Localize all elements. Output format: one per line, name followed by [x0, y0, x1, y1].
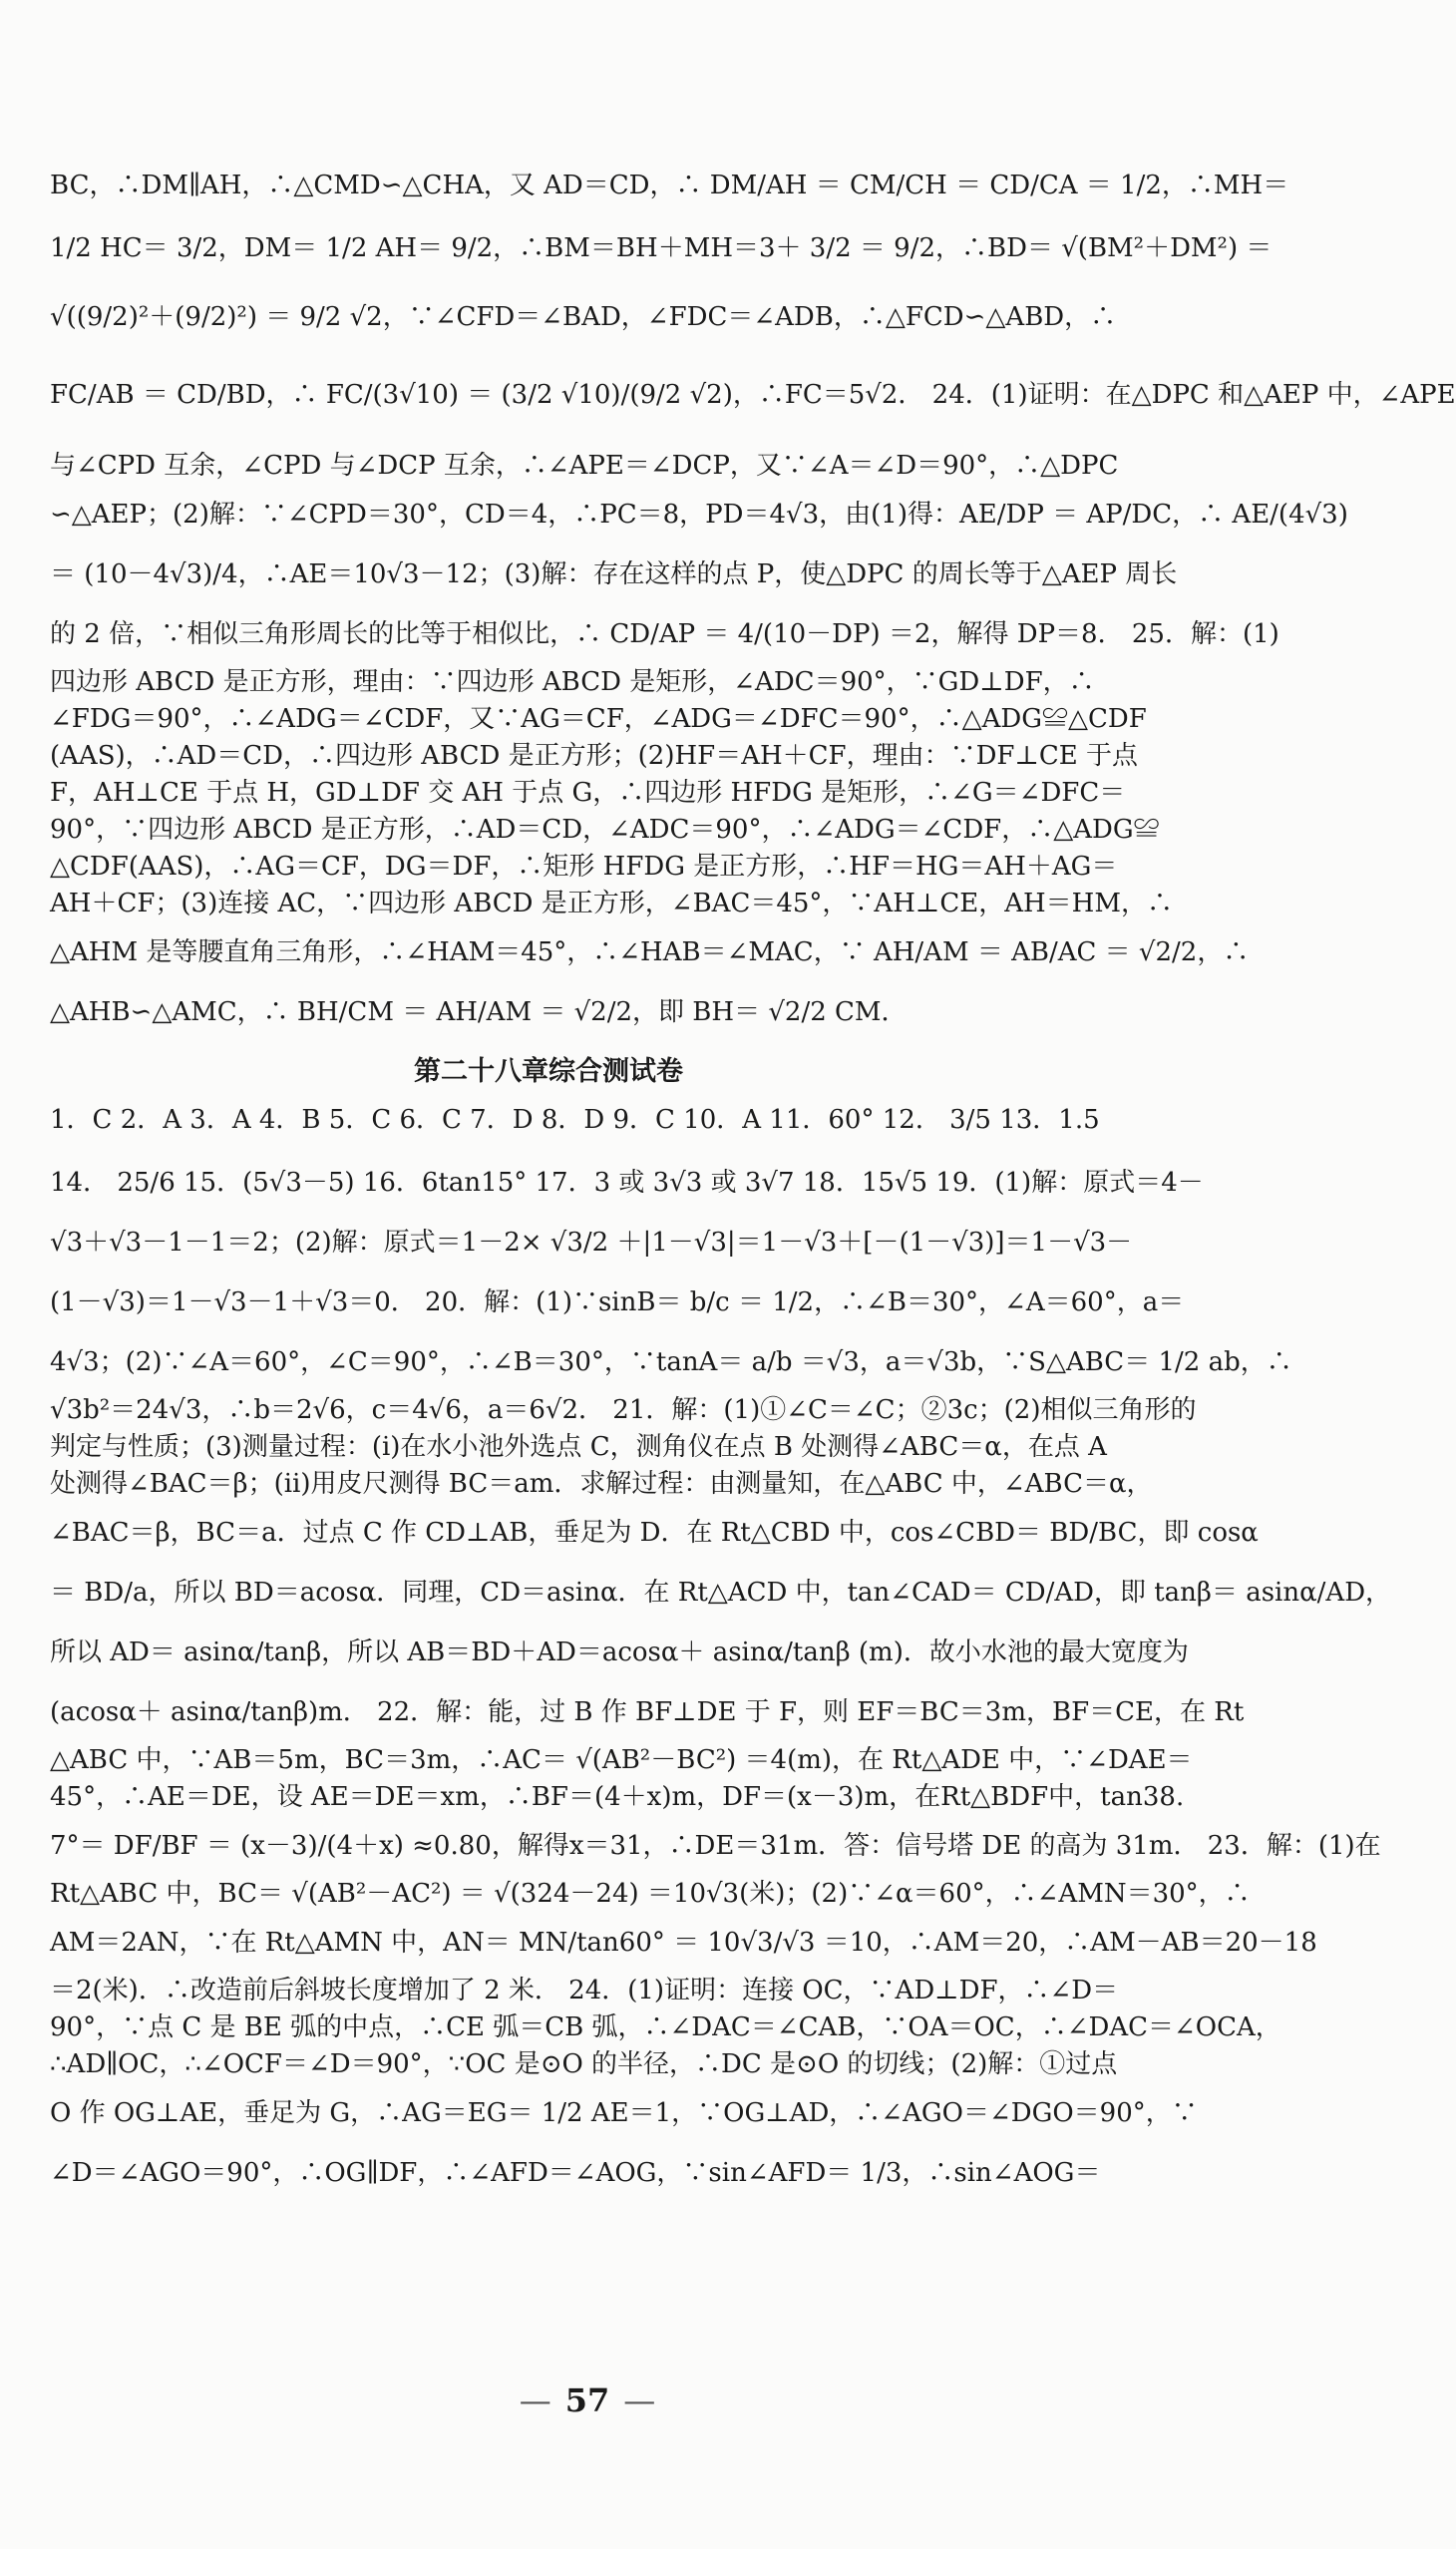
text-line: √3＋√3－1－1＝2；(2)解：原式＝1－2× √3/2 ＋|1－√3|＝1－√3＋[－(1－√3)]＝1－√3－: [50, 1228, 1133, 1258]
text-line: ∽△AEP；(2)解：∵∠CPD＝30°，CD＝4，∴PC＝8，PD＝4√3，由(1)得：AE/DP ＝ AP/DC，∴ AE/(4√3): [50, 500, 1348, 530]
text-line: 与∠CPD 互余，∠CPD 与∠DCP 互余，∴∠APE＝∠DCP，又∵∠A＝∠D＝90°，∴△DPC: [50, 451, 1119, 481]
text-line: ∠D＝∠AGO＝90°，∴OG∥DF，∴∠AFD＝∠AOG，∵sin∠AFD＝ 1/3，∴sin∠AOG＝: [50, 2158, 1101, 2188]
text-line: 判定与性质；(3)测量过程：(ⅰ)在水小池外选点 C，测角仪在点 B 处测得∠ABC＝α，在点 A: [50, 1432, 1107, 1462]
text-line: F，AH⊥CE 于点 H，GD⊥DF 交 AH 于点 G，∴四边形 HFDG 是矩形，∴∠G＝∠DFC＝: [50, 778, 1126, 808]
text-line: AM＝2AN，∵在 Rt△AMN 中，AN＝ MN/tan60° ＝ 10√3/√3 ＝10，∴AM＝20，∴AM－AB＝20－18: [50, 1928, 1317, 1958]
text-line: 1．C 2．A 3．A 4．B 5．C 6．C 7．D 8．D 9．C 10．A 11．60° 12． 3/5 13．1.5: [50, 1105, 1100, 1135]
text-line: (acosα＋ asinα/tanβ)m． 22．解：能，过 B 作 BF⊥DE 于 F，则 EF＝BC＝3m，BF＝CE，在 Rt: [50, 1697, 1245, 1727]
text-line: △AHB∽△AMC，∴ BH/CM ＝ AH/AM ＝ √2/2，即 BH＝ √2/2 CM．: [50, 997, 908, 1027]
text-line: ＝ (10－4√3)/4，∴AE＝10√3－12；(3)解：存在这样的点 P，使△DPC 的周长等于△AEP 周长: [50, 559, 1178, 589]
text-line: O 作 OG⊥AE，垂足为 G，∴AG＝EG＝ 1/2 AE＝1，∵OG⊥AD，∴∠AGO＝∠DGO＝90°，∵: [50, 2098, 1198, 2128]
section-title: 第二十八章综合测试卷: [414, 1056, 683, 1087]
text-line: √3b²＝24√3，∴b＝2√6，c＝4√6，a＝6√2． 21．解：(1)①∠C＝∠C；②3c；(2)相似三角形的: [50, 1395, 1197, 1425]
text-line: √((9/2)²＋(9/2)²) ＝ 9/2 √2，∵∠CFD＝∠BAD，∠FDC＝∠ADB，∴△FCD∽△ABD，∴: [50, 302, 1117, 332]
text-line: 45°，∴AE＝DE，设 AE＝DE＝xm，∴BF＝(4＋x)m，DF＝(x－3)m，在Rt△BDF中，tan38.: [50, 1782, 1185, 1812]
text-line: 90°，∵点 C 是 BE 弧的中点，∴CE 弧＝CB 弧，∴∠DAC＝∠CAB，∵OA＝OC，∴∠DAC＝∠OCA，: [50, 2012, 1281, 2042]
page-number: — 57 —: [519, 2381, 656, 2419]
text-line: Rt△ABC 中，BC＝ √(AB²－AC²) ＝ √(324－24) ＝10√3(米)；(2)∵∠α＝60°，∴∠AMN＝30°，∴: [50, 1879, 1251, 1909]
text-line: △CDF(AAS)，∴AG＝CF，DG＝DF，∴矩形 HFDG 是正方形，∴HF＝HG＝AH＋AG＝: [50, 852, 1118, 882]
text-line: 4√3；(2)∵∠A＝60°，∠C＝90°，∴∠B＝30°，∵tanA＝ a/b ＝√3，a＝√3b，∵S△ABC＝ 1/2 ab，∴: [50, 1347, 1292, 1377]
text-line: 处测得∠BAC＝β；(ⅱ)用皮尺测得 BC＝am．求解过程：由测量知，在△ABC 中，∠ABC＝α，: [50, 1469, 1153, 1499]
text-line: 14． 25/6 15．(5√3－5) 16．6tan15° 17．3 或 3√3 或 3√7 18．15√5 19．(1)解：原式＝4－: [50, 1168, 1204, 1198]
text-line: 1/2 HC＝ 3/2，DM＝ 1/2 AH＝ 9/2，∴BM＝BH＋MH＝3＋ 3/2 ＝ 9/2，∴BD＝ √(BM²＋DM²) ＝: [50, 233, 1273, 263]
text-line: ＝ BD/a，所以 BD＝acosα．同理，CD＝asinα．在 Rt△ACD 中，tan∠CAD＝ CD/AD，即 tanβ＝ asinα/AD，: [50, 1578, 1392, 1608]
text-line: (AAS)，∴AD＝CD，∴四边形 ABCD 是正方形；(2)HF＝AH＋CF，理由：∵DF⊥CE 于点: [50, 741, 1139, 771]
text-line: 所以 AD＝ asinα/tanβ，所以 AB＝BD＋AD＝acosα＋ asinα/tanβ (m)．故小水池的最大宽度为: [50, 1638, 1189, 1667]
text-line: 90°，∵四边形 ABCD 是正方形，∴AD＝CD，∠ADC＝90°，∴∠ADG＝∠CDF，∴△ADG≌: [50, 815, 1160, 845]
text-line: ＝2(米)．∴改造前后斜坡长度增加了 2 米． 24．(1)证明：连接 OC，∵AD⊥DF，∴∠D＝: [50, 1976, 1119, 2005]
text-line: △ABC 中，∵AB＝5m，BC＝3m，∴AC＝ √(AB²－BC²) ＝4(m)，在 Rt△ADE 中，∵∠DAE＝: [50, 1745, 1193, 1775]
text-line: △AHM 是等腰直角三角形，∴∠HAM＝45°，∴∠HAB＝∠MAC，∵ AH/AM ＝ AB/AC ＝ √2/2，∴: [50, 937, 1250, 967]
text-line: BC，∴DM∥AH，∴△CMD∽△CHA，又 AD＝CD，∴ DM/AH ＝ CM/CH ＝ CD/CA ＝ 1/2，∴MH＝: [50, 171, 1289, 200]
text-line: FC/AB ＝ CD/BD，∴ FC/(3√10) ＝ (3/2 √10)/(9/2 √2)，∴FC＝5√2． 24．(1)证明：在△DPC 和△AEP 中，∠APE: [50, 380, 1456, 410]
text-line: ∠BAC＝β，BC＝a．过点 C 作 CD⊥AB，垂足为 D．在 Rt△CBD 中，cos∠CBD＝ BD/BC，即 cosα: [50, 1518, 1259, 1548]
text-line: (1－√3)＝1－√3－1＋√3＝0． 20．解：(1)∵sinB＝ b/c ＝ 1/2，∴∠B＝30°，∠A＝60°，a＝: [50, 1287, 1185, 1317]
text-line: 7°＝ DF/BF ＝ (x－3)/(4＋x) ≈0.80，解得x＝31，∴DE＝31m．答：信号塔 DE 的高为 31m． 23．解：(1)在: [50, 1831, 1381, 1861]
text-line: ∠FDG＝90°，∴∠ADG＝∠CDF，又∵AG＝CF，∠ADG＝∠DFC＝90°，∴△ADG≌△CDF: [50, 704, 1147, 734]
text-line: 四边形 ABCD 是正方形，理由：∵四边形 ABCD 是矩形，∠ADC＝90°，∵GD⊥DF，∴: [50, 667, 1095, 697]
answer-content: [50, 168, 1456, 2203]
text-line: AH＋CF；(3)连接 AC，∵四边形 ABCD 是正方形，∠BAC＝45°，∵AH⊥CE，AH＝HM，∴: [50, 889, 1173, 918]
text-line: 的 2 倍，∵相似三角形周长的比等于相似比，∴ CD/AP ＝ 4/(10－DP) ＝2，解得 DP＝8． 25．解：(1): [50, 619, 1279, 649]
text-line: ∴AD∥OC，∴∠OCF＝∠D＝90°，∵OC 是⊙O 的半径，∴DC 是⊙O 的切线；(2)解：①过点: [50, 2049, 1118, 2079]
